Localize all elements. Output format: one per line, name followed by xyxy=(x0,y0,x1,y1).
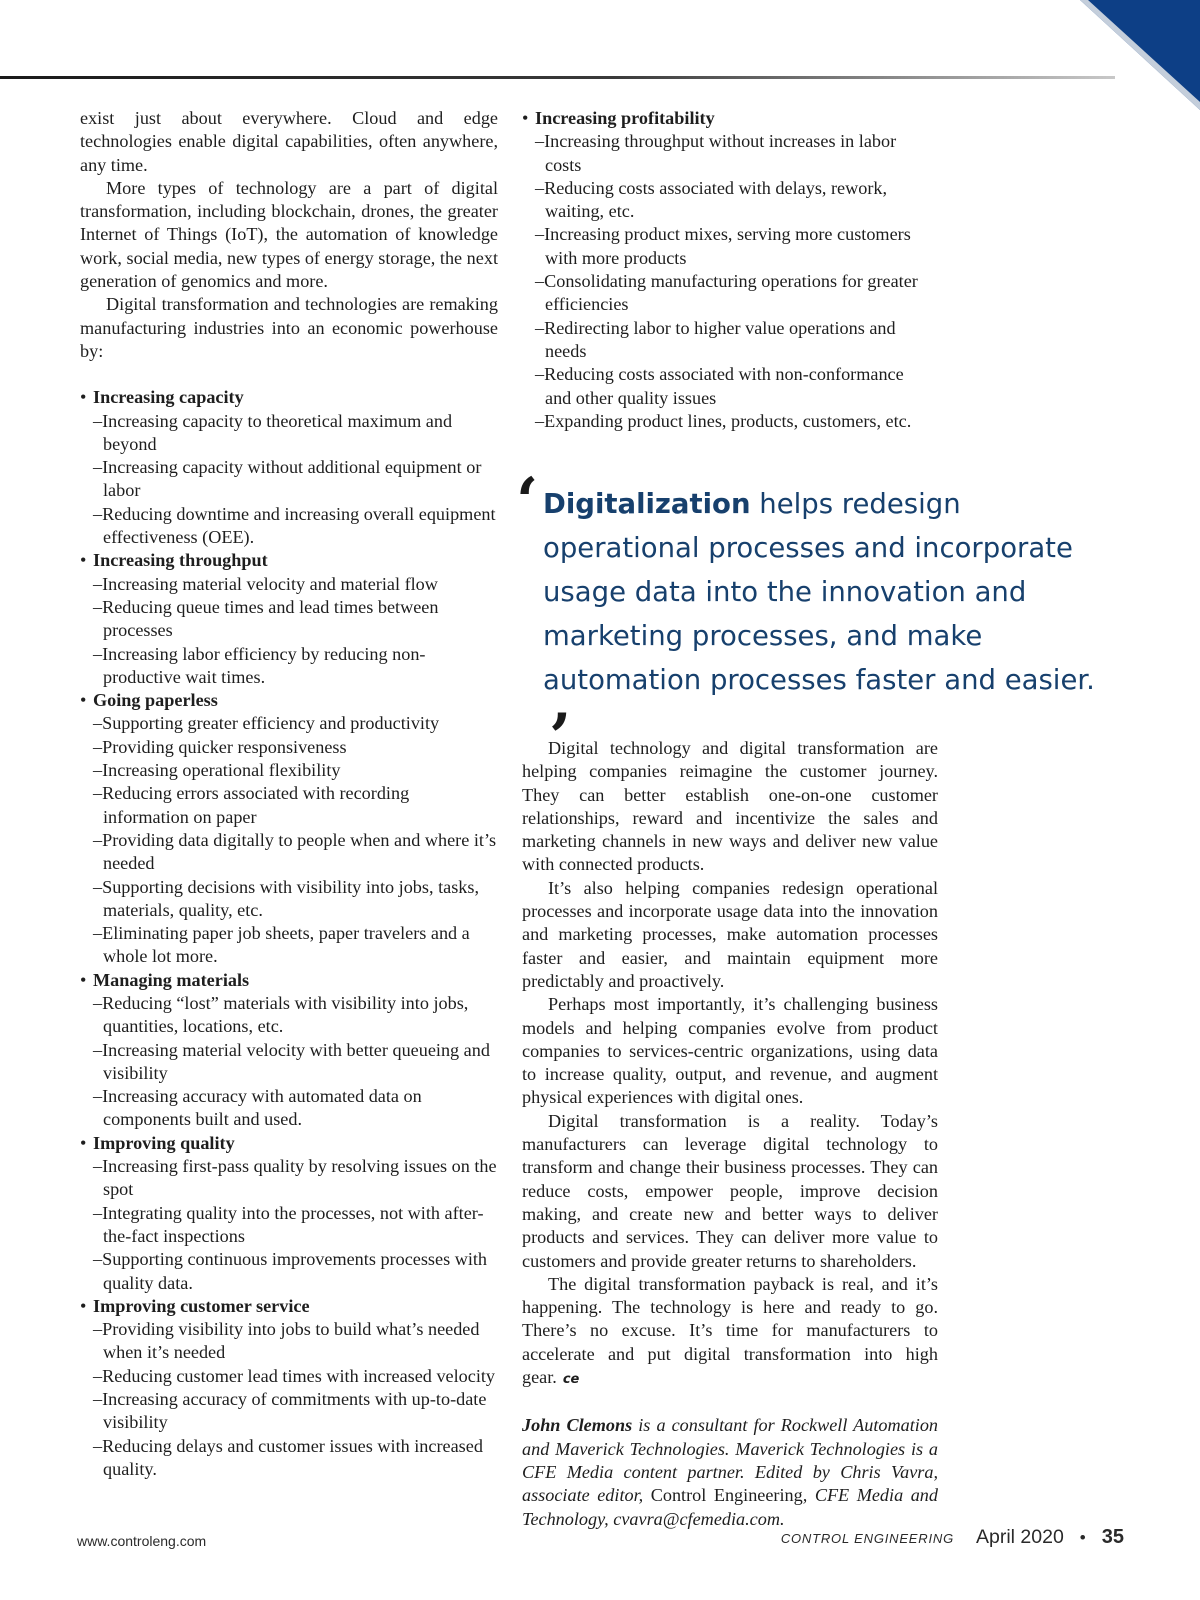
sub-item: –Reducing costs associated with non-conformance and other quality issues xyxy=(535,364,904,408)
sub-item: –Reducing customer lead times with increased velocity xyxy=(93,1365,496,1386)
header-rule xyxy=(0,76,1115,79)
bullet-dot: • xyxy=(80,1132,87,1153)
sub-item: –Increasing material velocity with better queueing and visibility xyxy=(93,1039,490,1083)
sub-item: –Increasing capacity without additional equipment or labor xyxy=(93,457,482,501)
bullet-heading: Improving customer service xyxy=(93,1295,310,1316)
open-quote-mark: ‘ xyxy=(516,464,539,539)
closing-text: The digital transformation payback is real, and it’s happening. The technology is here and ready to go. There’s no excuse. It’s time for manufacturers to accelerate and put digital transformation into high gear. xyxy=(522,1273,938,1388)
pull-quote-lead: Digitalization xyxy=(543,488,751,520)
footer-publication: CONTROL ENGINEERING xyxy=(780,1531,954,1546)
sub-item: –Increasing material velocity and material flow xyxy=(93,573,438,594)
bullet-item xyxy=(522,107,934,433)
author-bio xyxy=(522,1414,938,1530)
footer-separator: • xyxy=(1079,1528,1086,1547)
sub-item: –Integrating quality into the processes, not with after-the-fact inspections xyxy=(93,1202,484,1246)
bullet-item xyxy=(80,1132,498,1295)
sub-item: –Supporting greater efficiency and productivity xyxy=(93,713,440,734)
sub-item: –Reducing errors associated with recording information on paper xyxy=(93,783,410,827)
paragraph: Digital technology and digital transformation are helping companies reimagine the customer journey. They can better establish one-on-one customer relationships, reward and incentivize the sales and marketing channels in new ways and deliver new value with connected products. xyxy=(522,738,938,875)
bullet-dot: • xyxy=(80,969,87,990)
sub-item: –Supporting continuous improvements processes with quality data. xyxy=(93,1249,488,1293)
bullet-dot: • xyxy=(80,1295,87,1316)
bullet-heading: Increasing profitability xyxy=(535,108,715,128)
article-column-1 xyxy=(80,107,498,1481)
article-column-2 xyxy=(522,107,934,433)
sub-list xyxy=(80,1155,498,1295)
paragraph: It’s also helping companies redesign operational processes and incorporate usage data into the innovation and marketing processes, make automation processes faster and easier, and maintain equipment more predictably and proactively. xyxy=(522,877,938,991)
sub-item: –Reducing queue times and lead times between processes xyxy=(93,596,439,641)
sub-item: –Providing visibility into jobs to build what’s needed when it’s needed xyxy=(93,1319,480,1363)
sub-list xyxy=(80,992,498,1132)
footer-folio xyxy=(781,1526,1124,1549)
sub-item: –Supporting decisions with visibility into jobs, tasks, materials, quality, etc. xyxy=(93,876,479,920)
pull-quote-text: Digitalization helps redesign operational processes and incorporate usage data into the innovation and marketing processes, and make automation processes faster and easier.’ xyxy=(543,488,1095,775)
bullet-item xyxy=(80,386,498,549)
bullet-heading: Improving quality xyxy=(93,1132,235,1153)
sub-item: –Increasing operational flexibility xyxy=(93,760,341,781)
paragraph: Digital transformation and technologies are remaking manufacturing industries into an economic powerhouse by: xyxy=(80,294,498,361)
paragraph: Digital transformation is a reality. Today’s manufacturers can leverage digital technology to transform and change their business processes. They can reduce costs, empower people, improve decision making, and create new and better ways to deliver products and services. They can deliver more value to customers and provide greater returns to shareholders. xyxy=(522,1110,938,1271)
author-name: John Clemons xyxy=(522,1415,633,1436)
sub-item: –Reducing “lost” materials with visibility into jobs, quantities, locations, etc. xyxy=(93,992,469,1037)
sub-item: –Increasing accuracy with automated data on components built and used. xyxy=(93,1086,422,1130)
sub-item: –Increasing labor efficiency by reducing non-productive wait times. xyxy=(93,643,426,687)
sub-item: –Reducing delays and customer issues with increased quality. xyxy=(93,1435,483,1479)
bio-text: is a consultant for Rockwell Automation and Maverick Technologies. Maverick Technologies is a CFE Media content partner. Edited by Chris Vavra, associate editor, xyxy=(522,1415,939,1506)
spacer xyxy=(80,363,498,386)
corner-accent-graphic xyxy=(1080,0,1200,110)
paragraph: More types of technology are a part of digital transformation, including blockchain, drones, the greater Internet of Things (IoT), the automation of knowledge work, social media, new types of energy storage, the next generation of genomics and more. xyxy=(80,177,498,292)
footer-issue: April 2020 xyxy=(975,1526,1064,1548)
bullet-dot: • xyxy=(80,387,87,408)
bullet-heading: Managing materials xyxy=(93,969,250,990)
sub-list xyxy=(80,1318,498,1481)
bullet-heading: Going paperless xyxy=(93,690,218,711)
sub-list xyxy=(522,130,934,433)
closing-paragraph xyxy=(522,1273,938,1391)
page-number: 35 xyxy=(1101,1526,1124,1548)
sub-item: –Increasing first-pass quality by resolving issues on the spot xyxy=(93,1156,497,1200)
bio-publication: Control Engineering xyxy=(650,1485,803,1506)
bullet-dot: • xyxy=(80,550,87,571)
article-column-3 xyxy=(522,737,938,1531)
sub-item: –Eliminating paper job sheets, paper travelers and a whole lot more. xyxy=(93,923,470,967)
sub-item: –Redirecting labor to higher value operations and needs xyxy=(535,317,896,361)
paragraph: exist just about everywhere. Cloud and edge technologies enable digital capabilities, often anywhere, any time. xyxy=(80,108,498,175)
sub-item: –Increasing throughput without increases in labor costs xyxy=(535,131,897,175)
bullet-item xyxy=(80,1295,498,1481)
pull-quote-body: helps redesign operational processes and incorporate usage data into the innovation and marketing processes, and make automation processes faster and easier. xyxy=(543,488,1095,696)
bullet-item xyxy=(80,969,498,1132)
profitability-list xyxy=(522,107,934,433)
sub-item: –Expanding product lines, products, customers, etc. xyxy=(535,410,912,431)
sub-list xyxy=(80,712,498,968)
sub-item: –Consolidating manufacturing operations for greater efficiencies xyxy=(535,271,918,315)
bullet-heading: Increasing throughput xyxy=(93,550,268,571)
sub-item: –Reducing costs associated with delays, rework, waiting, etc. xyxy=(535,177,888,222)
sub-item: –Increasing capacity to theoretical maximum and beyond xyxy=(93,410,453,454)
bullet-dot: • xyxy=(522,108,529,128)
bullet-heading: Increasing capacity xyxy=(93,387,244,408)
paragraph: Perhaps most importantly, it’s challenging business models and helping companies evolve from product companies to services-centric organizations, using data to increase quality, output, and revenue, and augment physical experiences with digital ones. xyxy=(522,994,938,1108)
benefits-list xyxy=(80,386,498,1481)
sub-item: –Providing quicker responsiveness xyxy=(93,736,347,757)
bullet-item xyxy=(80,689,498,969)
pull-quote xyxy=(516,464,1116,775)
sub-item: –Providing data digitally to people when and where it’s needed xyxy=(93,829,497,874)
sub-list xyxy=(80,573,498,689)
sub-item: –Reducing downtime and increasing overall equipment effectiveness (OEE). xyxy=(93,503,496,548)
sub-item: –Increasing product mixes, serving more customers with more products xyxy=(535,224,911,268)
footer-website: www.controleng.com xyxy=(77,1533,207,1549)
end-mark: ce xyxy=(562,1372,580,1388)
sub-item: –Increasing accuracy of commitments with up-to-date visibility xyxy=(93,1389,487,1433)
bullet-item xyxy=(80,549,498,689)
bullet-dot: • xyxy=(80,690,87,711)
bio-text-end: , CFE Media and Technology, cvavra@cfemedia.com. xyxy=(522,1485,938,1529)
sub-list xyxy=(80,410,498,550)
